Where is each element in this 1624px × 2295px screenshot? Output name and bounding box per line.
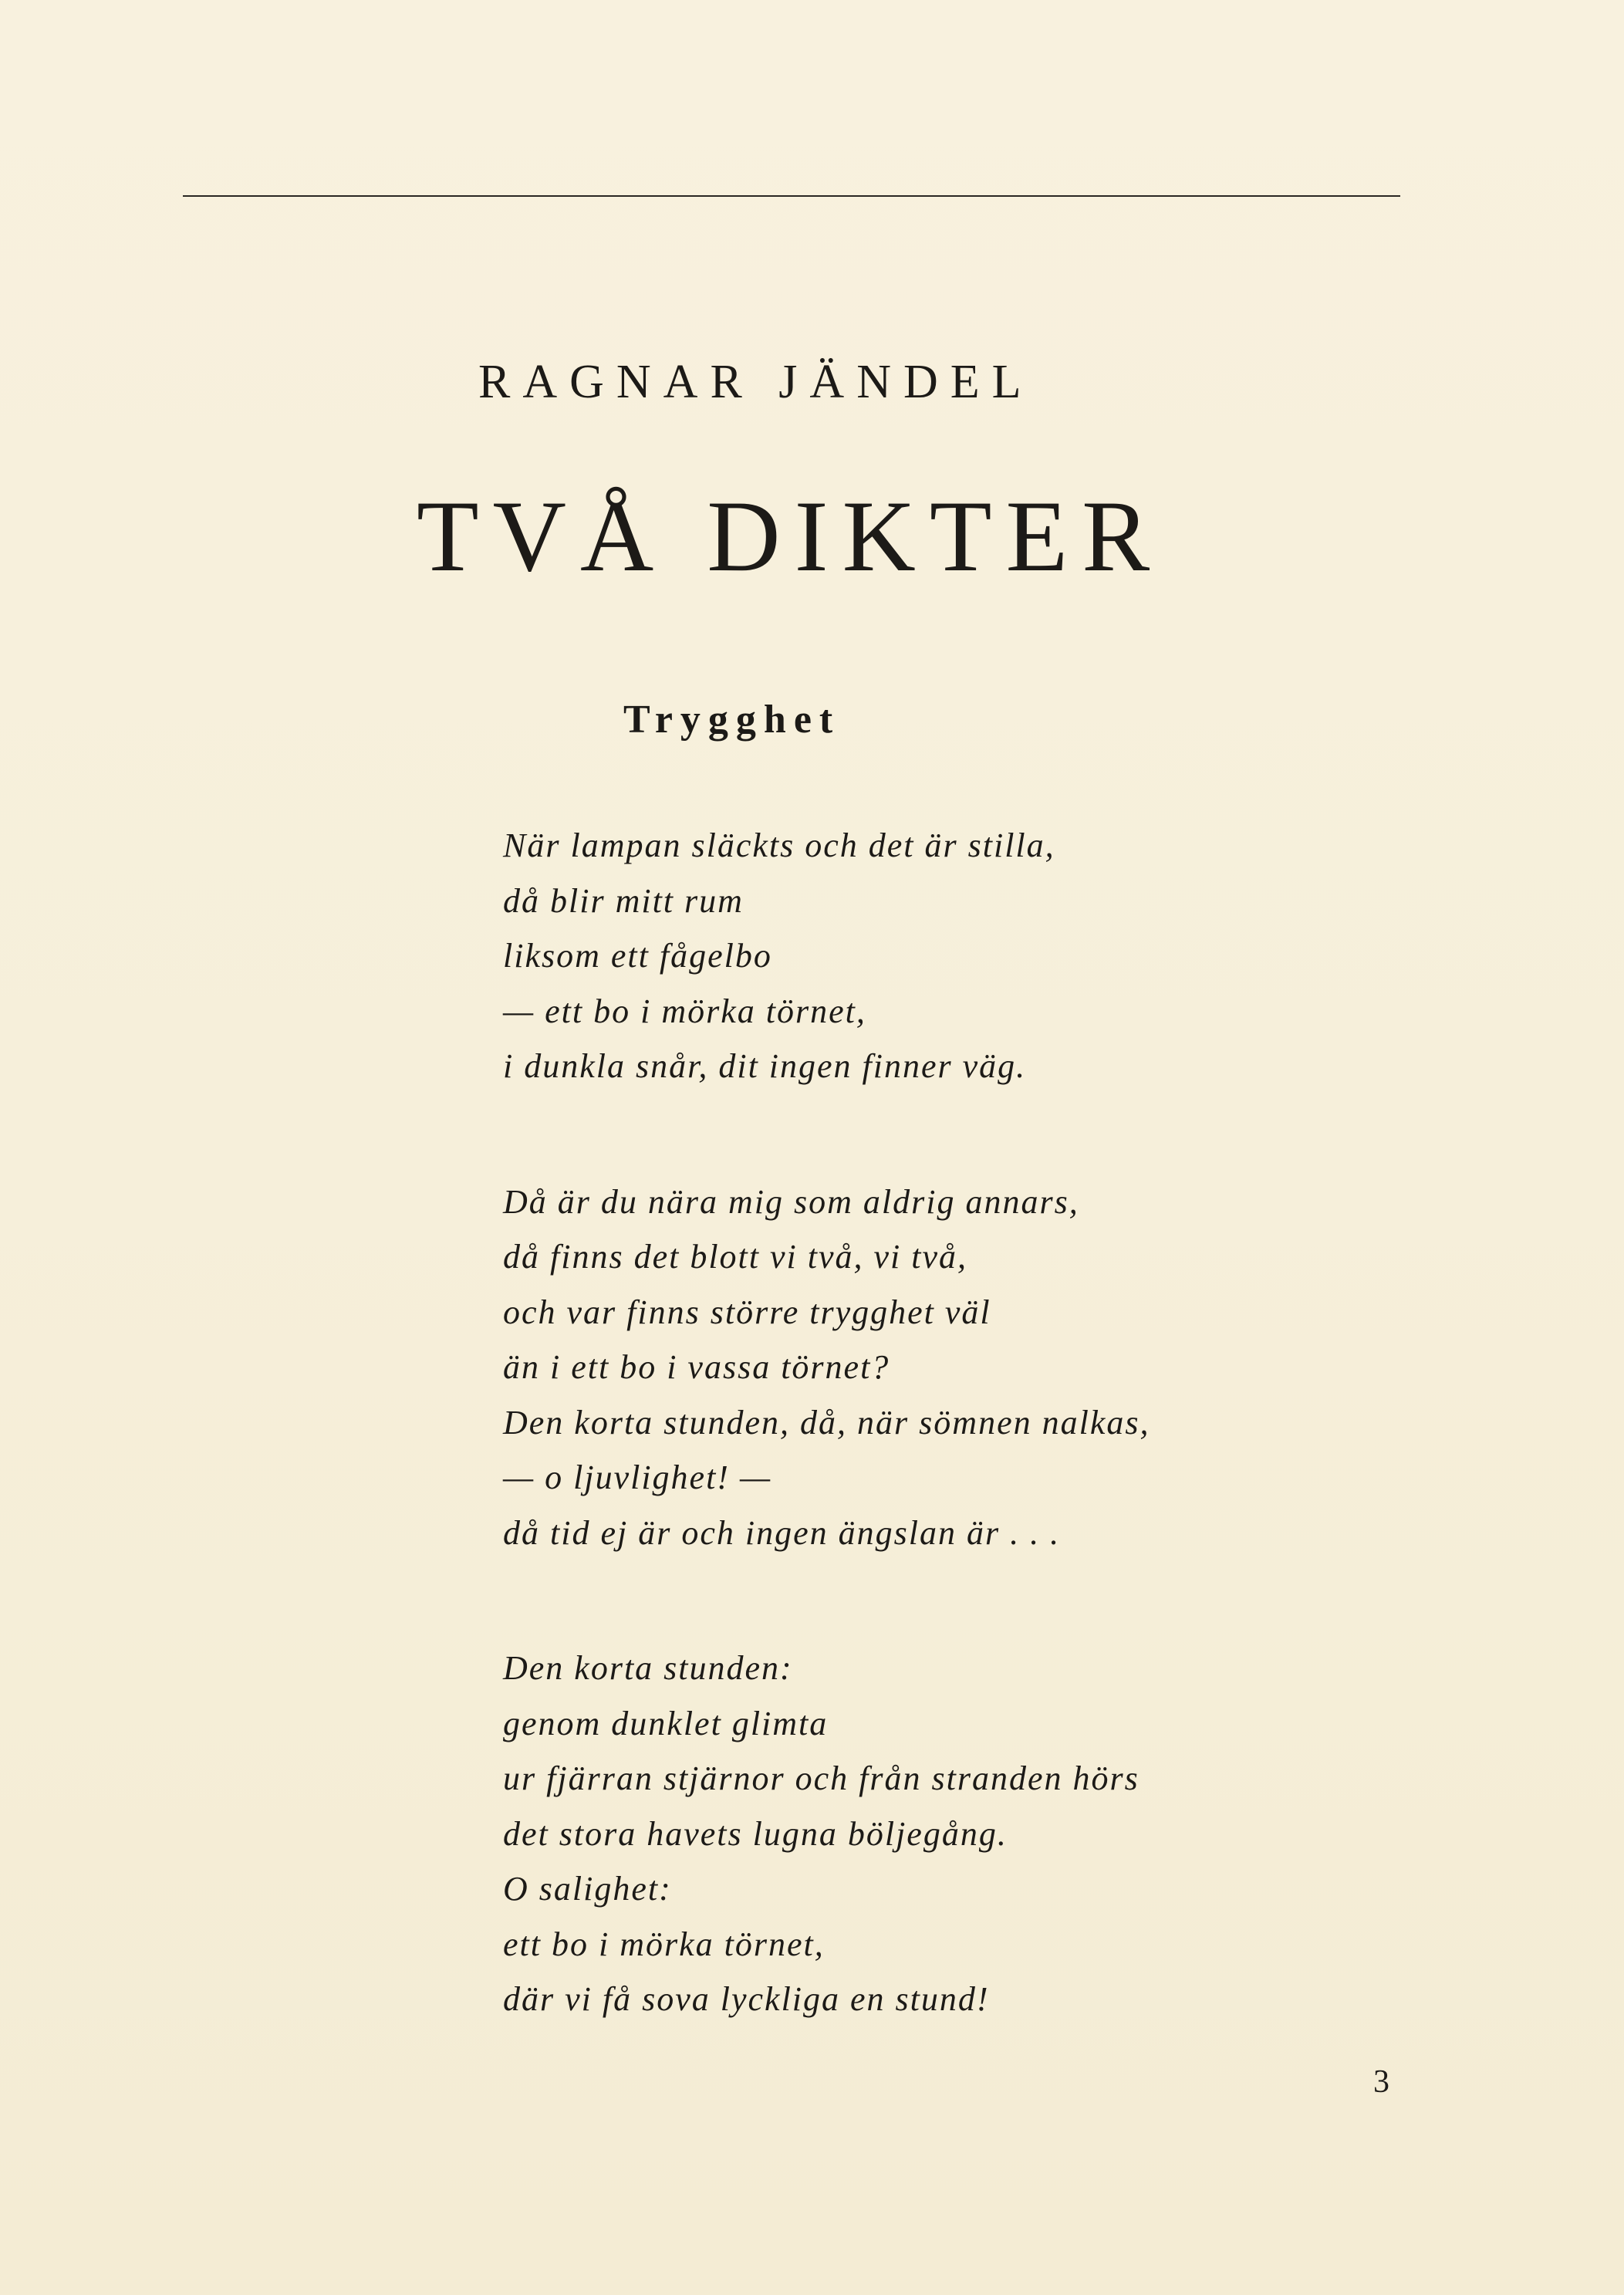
poem-line: då tid ej är och ingen ängslan är . . . [503,1513,1061,1552]
stanza [503,1175,1352,1561]
poem-line: då blir mitt rum [503,881,744,920]
poem-line: ett bo i mörka törnet, [503,1925,825,1963]
stanza [503,1641,1352,2027]
poem-line: genom dunklet glimta [503,1704,829,1742]
top-rule [183,195,1400,197]
poem-line: Då är du nära mig som aldrig annars, [503,1182,1079,1221]
poem-line: ur fjärran stjärnor och från stranden hörs [503,1759,1140,1797]
poem-line: det stora havets lugna böljegång. [503,1814,1008,1853]
poem-line: där vi få sova lyckliga en stund! [503,1980,990,2018]
poem-line: Den korta stunden, då, när sömnen nalkas, [503,1403,1150,1442]
poem-title: Trygghet [623,698,841,742]
poem-line: När lampan släckts och det är stilla, [503,826,1055,864]
page-number: 3 [1373,2064,1389,2100]
poem-line: i dunkla snår, dit ingen finner väg. [503,1047,1027,1085]
poem-line: då finns det blott vi två, vi två, [503,1238,968,1276]
poem-line: Den korta stunden: [503,1649,793,1687]
poem-line: O salighet: [503,1870,672,1908]
poem-line: — ett bo i mörka törnet, [503,992,866,1030]
poem-line: liksom ett fågelbo [503,937,772,975]
poem-line: och var finns större trygghet väl [503,1293,991,1331]
page-title: TVÅ DIKTER [417,479,1164,593]
poem-line: än i ett bo i vassa törnet? [503,1348,890,1386]
author-name: RAGNAR JÄNDEL [478,356,1034,408]
poem-body [503,818,1352,2107]
stanza [503,818,1352,1094]
poem-line: — o ljuvlighet! — [503,1458,772,1496]
